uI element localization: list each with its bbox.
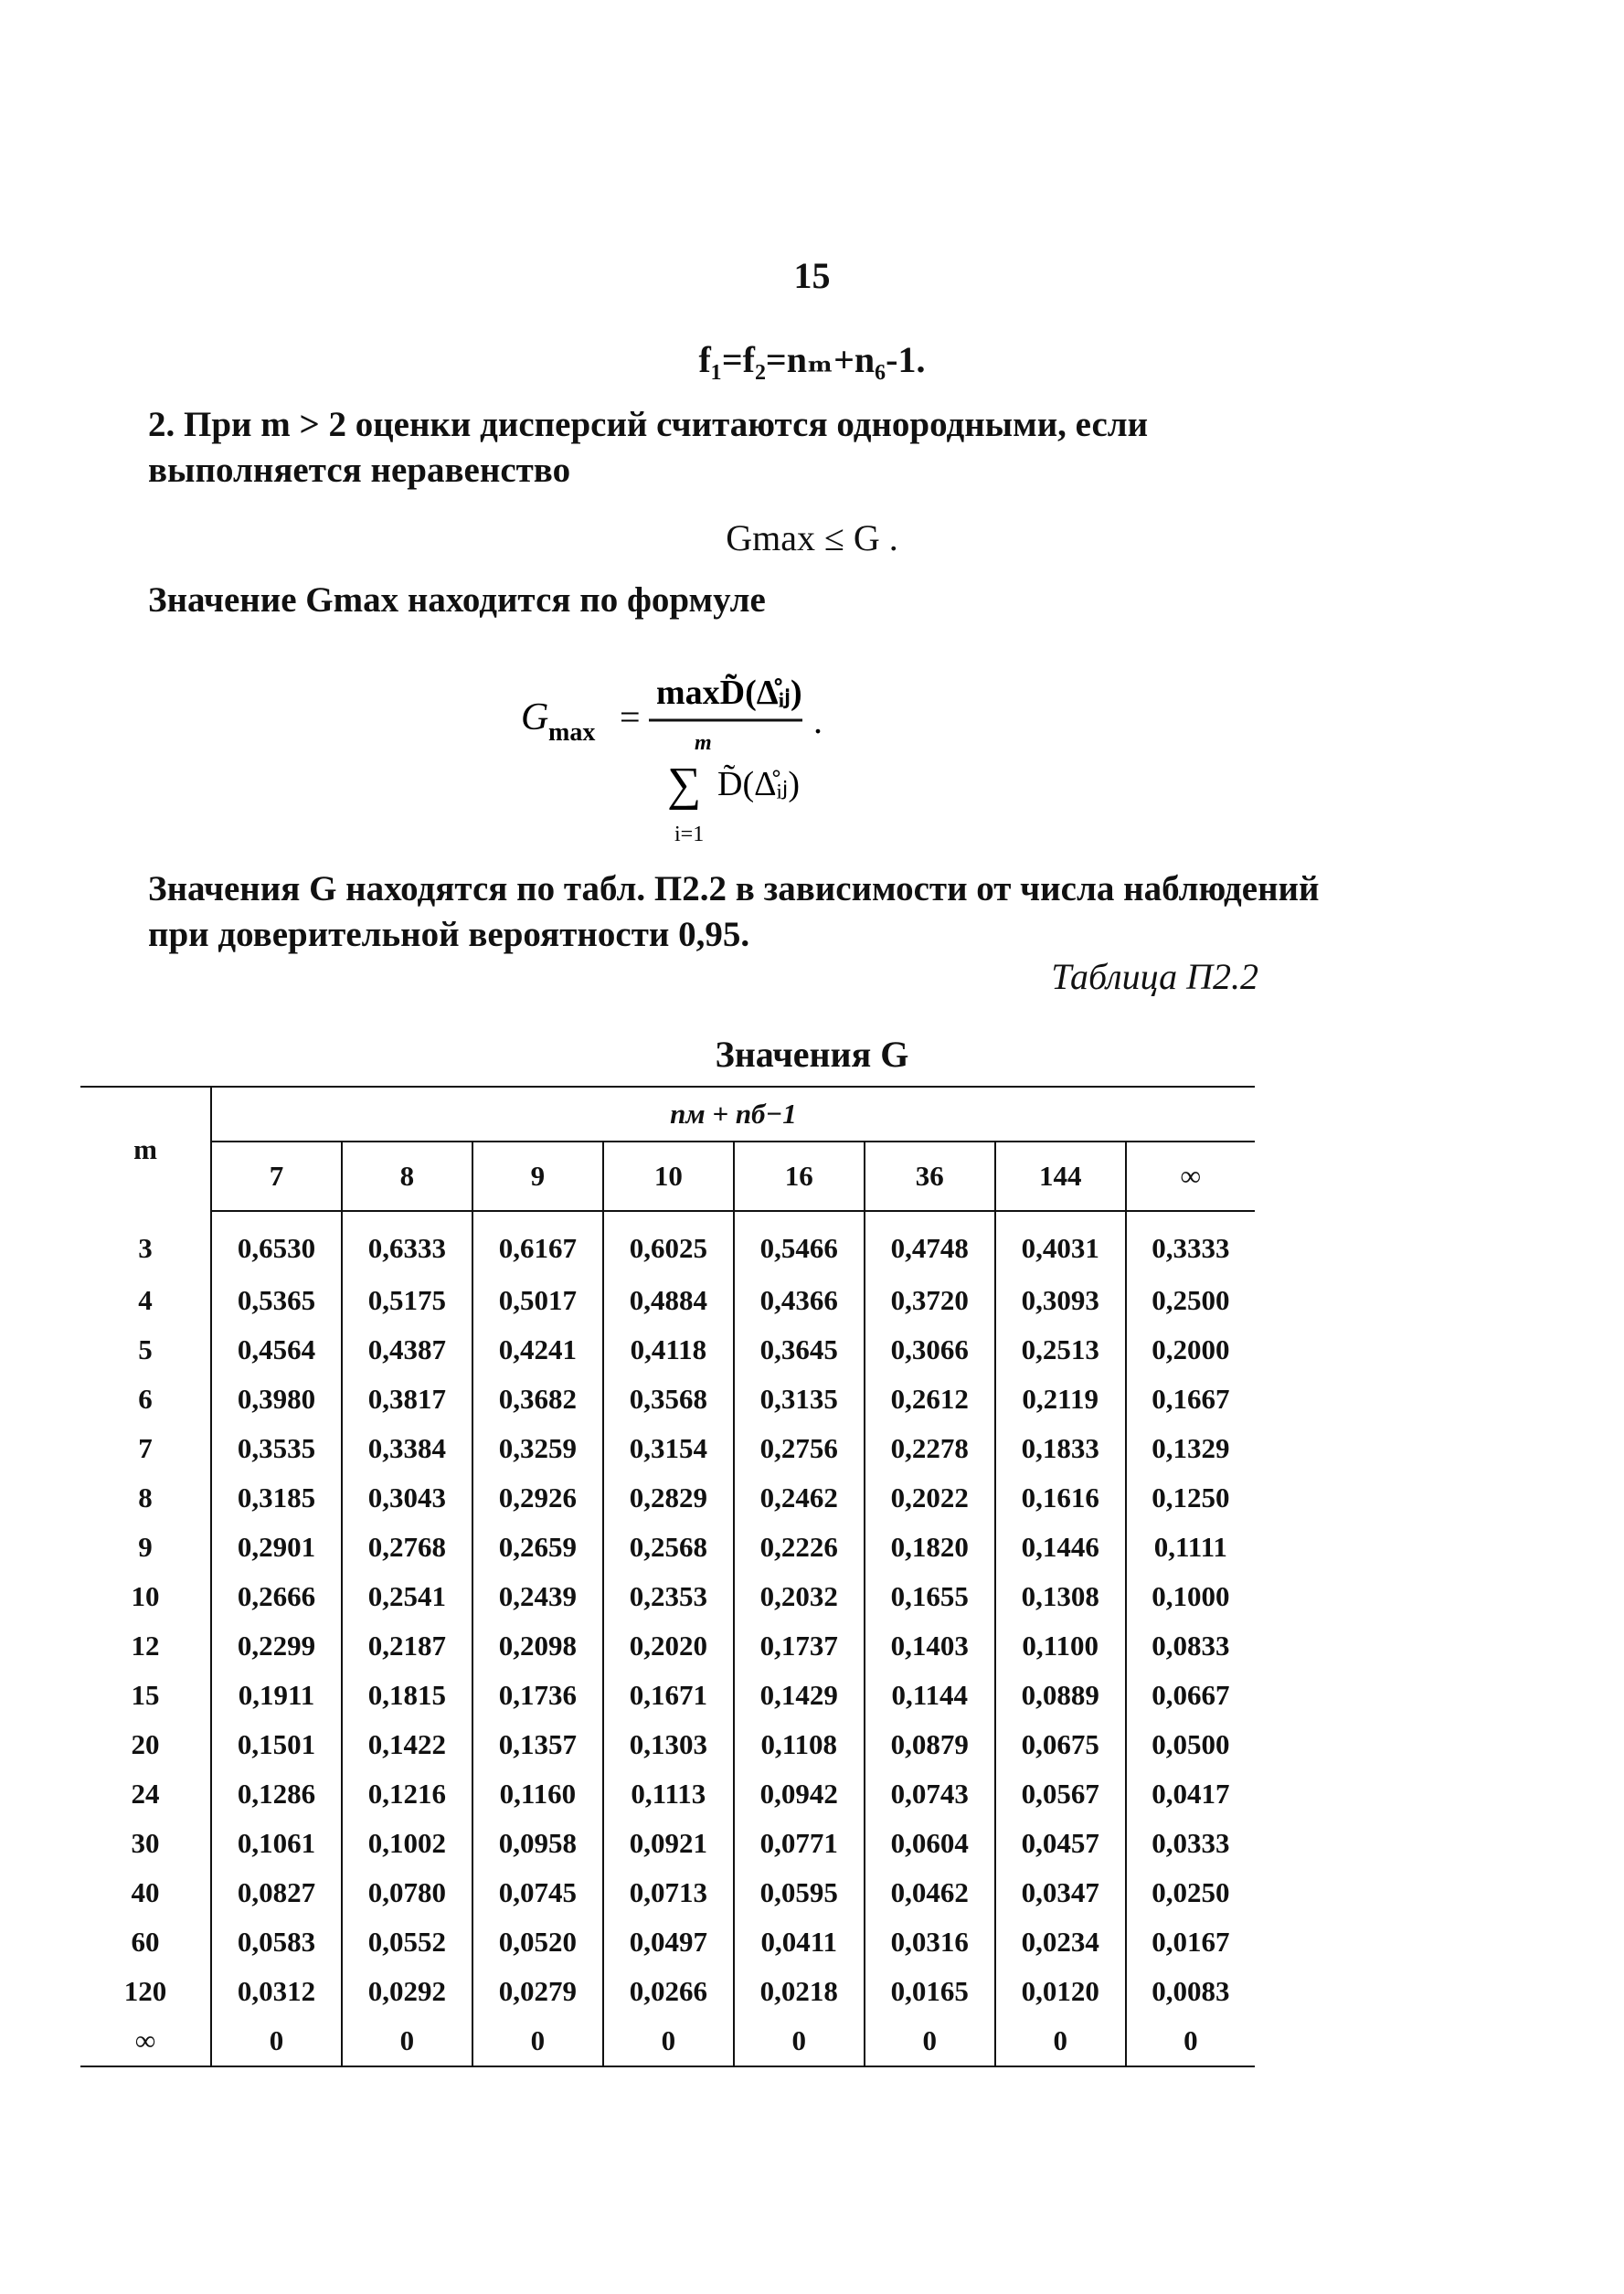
- sum-upper-limit: m: [695, 731, 712, 755]
- gmax-inequality: Gmax ≤ G .: [726, 517, 898, 558]
- degrees-of-freedom-formula: f₁=f₂=nₘ+n₆-1.: [698, 339, 926, 380]
- g-values-table-wrap: [80, 1086, 1255, 2067]
- table-cell: 0,3185: [211, 1473, 342, 1523]
- table-cell: 0: [603, 2016, 734, 2066]
- row-label-m: 12: [131, 1630, 160, 1662]
- table-cell: 0,1833: [995, 1424, 1126, 1473]
- table-cell: 0,0234: [995, 1917, 1126, 1967]
- table-cell: 0,1737: [734, 1621, 865, 1671]
- table-cell: 0,2612: [865, 1375, 995, 1424]
- row-label-m: 8: [138, 1482, 153, 1513]
- table-cell: 0,6025: [603, 1211, 734, 1276]
- table-cell: 0,2353: [603, 1572, 734, 1621]
- formula-period: .: [813, 700, 823, 741]
- table-row: [80, 1523, 1255, 1572]
- table-cell: 0,0743: [865, 1769, 995, 1819]
- column-header: 144: [995, 1142, 1126, 1211]
- table-cell: 0: [1126, 2016, 1255, 2066]
- column-header: 9: [472, 1142, 603, 1211]
- table-cell: 0,0745: [472, 1868, 603, 1917]
- table-cell: 0,1250: [1126, 1473, 1255, 1523]
- table-cell: 0,1911: [211, 1671, 342, 1720]
- table-cell: 0,0879: [865, 1720, 995, 1769]
- table-cell: 0,0583: [211, 1917, 342, 1967]
- sum-symbol: ∑: [667, 759, 702, 811]
- table-row: [80, 1868, 1255, 1917]
- table-cell: 0,2901: [211, 1523, 342, 1572]
- table-cell: 0: [865, 2016, 995, 2066]
- column-header: 7: [211, 1142, 342, 1211]
- table-row: [80, 1276, 1255, 1325]
- table-cell: 0,0165: [865, 1967, 995, 2016]
- table-cell: 0,3333: [1126, 1211, 1255, 1276]
- table-cell: 0,3535: [211, 1424, 342, 1473]
- table-cell: 0,1736: [472, 1671, 603, 1720]
- sum-term: D̃(Δ̊ᵢⱼ): [717, 765, 801, 803]
- table-row: [80, 1769, 1255, 1819]
- row-label-m: 15: [131, 1679, 160, 1711]
- table-cell: 0: [472, 2016, 603, 2066]
- table-cell: 0,1108: [734, 1720, 865, 1769]
- table-cell: 0,2299: [211, 1621, 342, 1671]
- table-cell: 0,2000: [1126, 1325, 1255, 1375]
- table-cell: 0,1000: [1126, 1572, 1255, 1621]
- row-label-m: 7: [138, 1432, 153, 1464]
- table-cell: 0,3135: [734, 1375, 865, 1424]
- table-cell: 0,1403: [865, 1621, 995, 1671]
- table-cell: 0,3154: [603, 1424, 734, 1473]
- table-row: [80, 1671, 1255, 1720]
- table-cell: 0,4031: [995, 1211, 1126, 1276]
- table-cell: 0,1286: [211, 1769, 342, 1819]
- table-cell: 0,0083: [1126, 1967, 1255, 2016]
- table-cell: 0,0417: [1126, 1769, 1255, 1819]
- table-cell: 0,3682: [472, 1375, 603, 1424]
- table-cell: 0,2020: [603, 1621, 734, 1671]
- row-header-m: m: [80, 1087, 211, 1211]
- table-cell: 0: [342, 2016, 472, 2066]
- table-cell: 0,3568: [603, 1375, 734, 1424]
- table-cell: 0,1061: [211, 1819, 342, 1868]
- table-row: [80, 1473, 1255, 1523]
- row-label-m: 9: [138, 1531, 153, 1563]
- table-cell: 0,3645: [734, 1325, 865, 1375]
- table-cell: 0,1671: [603, 1671, 734, 1720]
- table-row: [80, 1572, 1255, 1621]
- table-cell: 0,2032: [734, 1572, 865, 1621]
- column-header: 16: [734, 1142, 865, 1211]
- table-cell: 0,0120: [995, 1967, 1126, 2016]
- table-cell: 0,0266: [603, 1967, 734, 2016]
- table-cell: 0,3817: [342, 1375, 472, 1424]
- formula-lhs-sub: max: [548, 718, 596, 747]
- table-cell: 0,0292: [342, 1967, 472, 2016]
- table-cell: 0,6333: [342, 1211, 472, 1276]
- row-label-m: 40: [131, 1876, 160, 1908]
- table-cell: 0,2226: [734, 1523, 865, 1572]
- row-label-m: 30: [131, 1827, 160, 1859]
- table-cell: 0,1002: [342, 1819, 472, 1868]
- column-header: 10: [603, 1142, 734, 1211]
- table-cell: 0,0167: [1126, 1917, 1255, 1967]
- table-cell: 0,2756: [734, 1424, 865, 1473]
- table-cell: 0,2541: [342, 1572, 472, 1621]
- table-cell: 0,2568: [603, 1523, 734, 1572]
- table-row: [80, 1375, 1255, 1424]
- table-cell: 0,3043: [342, 1473, 472, 1523]
- table-cell: 0,0333: [1126, 1819, 1255, 1868]
- row-label-m: 6: [138, 1383, 153, 1415]
- table-cell: 0,0312: [211, 1967, 342, 2016]
- table-cell: 0,0500: [1126, 1720, 1255, 1769]
- table-cell: 0,0347: [995, 1868, 1126, 1917]
- table-row: [80, 1211, 1255, 1276]
- table-cell: 0,1616: [995, 1473, 1126, 1523]
- table-cell: 0,0833: [1126, 1621, 1255, 1671]
- row-label-m: 60: [131, 1926, 160, 1958]
- table-cell: 0,2666: [211, 1572, 342, 1621]
- table-cell: 0,4748: [865, 1211, 995, 1276]
- paragraph-homogeneity: 2. При m > 2 оценки дисперсий считаются однородными, если выполняется неравенство: [148, 405, 1149, 490]
- page-number: 15: [793, 255, 831, 296]
- table-cell: 0,0675: [995, 1720, 1126, 1769]
- column-header: ∞: [1126, 1142, 1255, 1211]
- table-cell: 0: [995, 2016, 1126, 2066]
- table-cell: 0,4366: [734, 1276, 865, 1325]
- table-cell: 0,2926: [472, 1473, 603, 1523]
- table-cell: 0: [211, 2016, 342, 2066]
- table-cell: 0,0604: [865, 1819, 995, 1868]
- table-cell: 0,1100: [995, 1621, 1126, 1671]
- table-cell: 0,1160: [472, 1769, 603, 1819]
- table-row: [80, 1621, 1255, 1671]
- table-cell: 0,1820: [865, 1523, 995, 1572]
- table-cell: 0,2098: [472, 1621, 603, 1671]
- table-cell: 0,4118: [603, 1325, 734, 1375]
- table-cell: 0,3980: [211, 1375, 342, 1424]
- table-row: [80, 1424, 1255, 1473]
- table-cell: 0,3066: [865, 1325, 995, 1375]
- gmax-formula: [512, 658, 877, 859]
- table-cell: 0,0942: [734, 1769, 865, 1819]
- table-row: [80, 1819, 1255, 1868]
- table-cell: 0,0780: [342, 1868, 472, 1917]
- table-cell: 0,0958: [472, 1819, 603, 1868]
- table-cell: 0,0497: [603, 1917, 734, 1967]
- table-row: [80, 1720, 1255, 1769]
- table-cell: 0,1501: [211, 1720, 342, 1769]
- column-header: 8: [342, 1142, 472, 1211]
- column-group-header: nм + nб−1: [211, 1087, 1255, 1142]
- table-cell: 0,0457: [995, 1819, 1126, 1868]
- table-cell: 0,1655: [865, 1572, 995, 1621]
- sum-lower-limit: i=1: [674, 823, 705, 846]
- table-cell: 0,5175: [342, 1276, 472, 1325]
- table-cell: 0,4564: [211, 1325, 342, 1375]
- table-cell: 0,0552: [342, 1917, 472, 1967]
- row-label-m: 3: [138, 1231, 153, 1264]
- table-cell: 0,3384: [342, 1424, 472, 1473]
- table-cell: 0,0462: [865, 1868, 995, 1917]
- table-cell: 0,0520: [472, 1917, 603, 1967]
- table-cell: 0,0411: [734, 1917, 865, 1967]
- table-title: Значения G: [715, 1034, 909, 1075]
- table-cell: 0,1446: [995, 1523, 1126, 1572]
- table-cell: 0,2513: [995, 1325, 1126, 1375]
- table-cell: 0,1815: [342, 1671, 472, 1720]
- g-values-table: [80, 1086, 1255, 2067]
- table-cell: 0,0567: [995, 1769, 1126, 1819]
- table-cell: 0,0713: [603, 1868, 734, 1917]
- table-cell: 0,0667: [1126, 1671, 1255, 1720]
- table-cell: 0,2119: [995, 1375, 1126, 1424]
- table-cell: 0,1144: [865, 1671, 995, 1720]
- formula-equals: =: [620, 696, 641, 738]
- table-cell: 0,1111: [1126, 1523, 1255, 1572]
- formula-lhs: G: [521, 696, 549, 738]
- row-label-m: 20: [131, 1728, 160, 1760]
- table-cell: 0,1357: [472, 1720, 603, 1769]
- table-cell: 0,0889: [995, 1671, 1126, 1720]
- table-cell: 0,1429: [734, 1671, 865, 1720]
- row-label-m: 120: [123, 1975, 167, 2007]
- table-cell: 0,0218: [734, 1967, 865, 2016]
- table-cell: 0,0316: [865, 1917, 995, 1967]
- row-label-m: ∞: [80, 2016, 211, 2066]
- table-cell: 0,5466: [734, 1211, 865, 1276]
- table-row: [80, 1967, 1255, 2016]
- table-cell: 0,5365: [211, 1276, 342, 1325]
- table-cell: 0,2768: [342, 1523, 472, 1572]
- table-cell: 0,1329: [1126, 1424, 1255, 1473]
- table-cell: 0,5017: [472, 1276, 603, 1325]
- row-label-m: 24: [131, 1778, 160, 1810]
- table-cell: 0,4387: [342, 1325, 472, 1375]
- table-cell: 0,2829: [603, 1473, 734, 1523]
- table-cell: 0,4884: [603, 1276, 734, 1325]
- table-cell: 0: [734, 2016, 865, 2066]
- paragraph-gmax-intro: Значение Gmax находится по формуле: [148, 580, 766, 620]
- table-cell: 0,1422: [342, 1720, 472, 1769]
- table-cell: 0,2439: [472, 1572, 603, 1621]
- table-cell: 0,0921: [603, 1819, 734, 1868]
- table-cell: 0,3720: [865, 1276, 995, 1325]
- table-cell: 0,3093: [995, 1276, 1126, 1325]
- formula-numerator: maxD̃(Δ̊ᵢⱼ): [656, 674, 802, 712]
- row-label-m: 10: [131, 1580, 160, 1612]
- table-cell: 0,0279: [472, 1967, 603, 2016]
- table-cell: 0,2462: [734, 1473, 865, 1523]
- row-label-m: 5: [138, 1333, 153, 1365]
- table-cell: 0,2022: [865, 1473, 995, 1523]
- paragraph-table-reference: Значения G находятся по табл. П2.2 в зависимости от числа наблюдений при доверительной вероятности 0,95.: [148, 869, 1320, 954]
- row-label-m: 4: [138, 1284, 153, 1316]
- table-cell: 0,2187: [342, 1621, 472, 1671]
- table-cell: 0,0250: [1126, 1868, 1255, 1917]
- table-cell: 0,1303: [603, 1720, 734, 1769]
- table-cell: 0,1113: [603, 1769, 734, 1819]
- table-cell: 0,1216: [342, 1769, 472, 1819]
- table-cell: 0,1308: [995, 1572, 1126, 1621]
- table-cell: 0,2500: [1126, 1276, 1255, 1325]
- table-cell: 0,2278: [865, 1424, 995, 1473]
- table-cell: 0,0771: [734, 1819, 865, 1868]
- table-cell: 0,0595: [734, 1868, 865, 1917]
- table-cell: 0,3259: [472, 1424, 603, 1473]
- table-row: [80, 1917, 1255, 1967]
- table-row: [80, 1325, 1255, 1375]
- table-cell: 0,4241: [472, 1325, 603, 1375]
- table-cell: 0,0827: [211, 1868, 342, 1917]
- table-caption: Таблица П2.2: [1051, 956, 1258, 997]
- table-cell: 0,6167: [472, 1211, 603, 1276]
- table-cell: 0,2659: [472, 1523, 603, 1572]
- column-header: 36: [865, 1142, 995, 1211]
- table-row: [80, 2016, 1255, 2066]
- table-cell: 0,1667: [1126, 1375, 1255, 1424]
- table-cell: 0,6530: [211, 1211, 342, 1276]
